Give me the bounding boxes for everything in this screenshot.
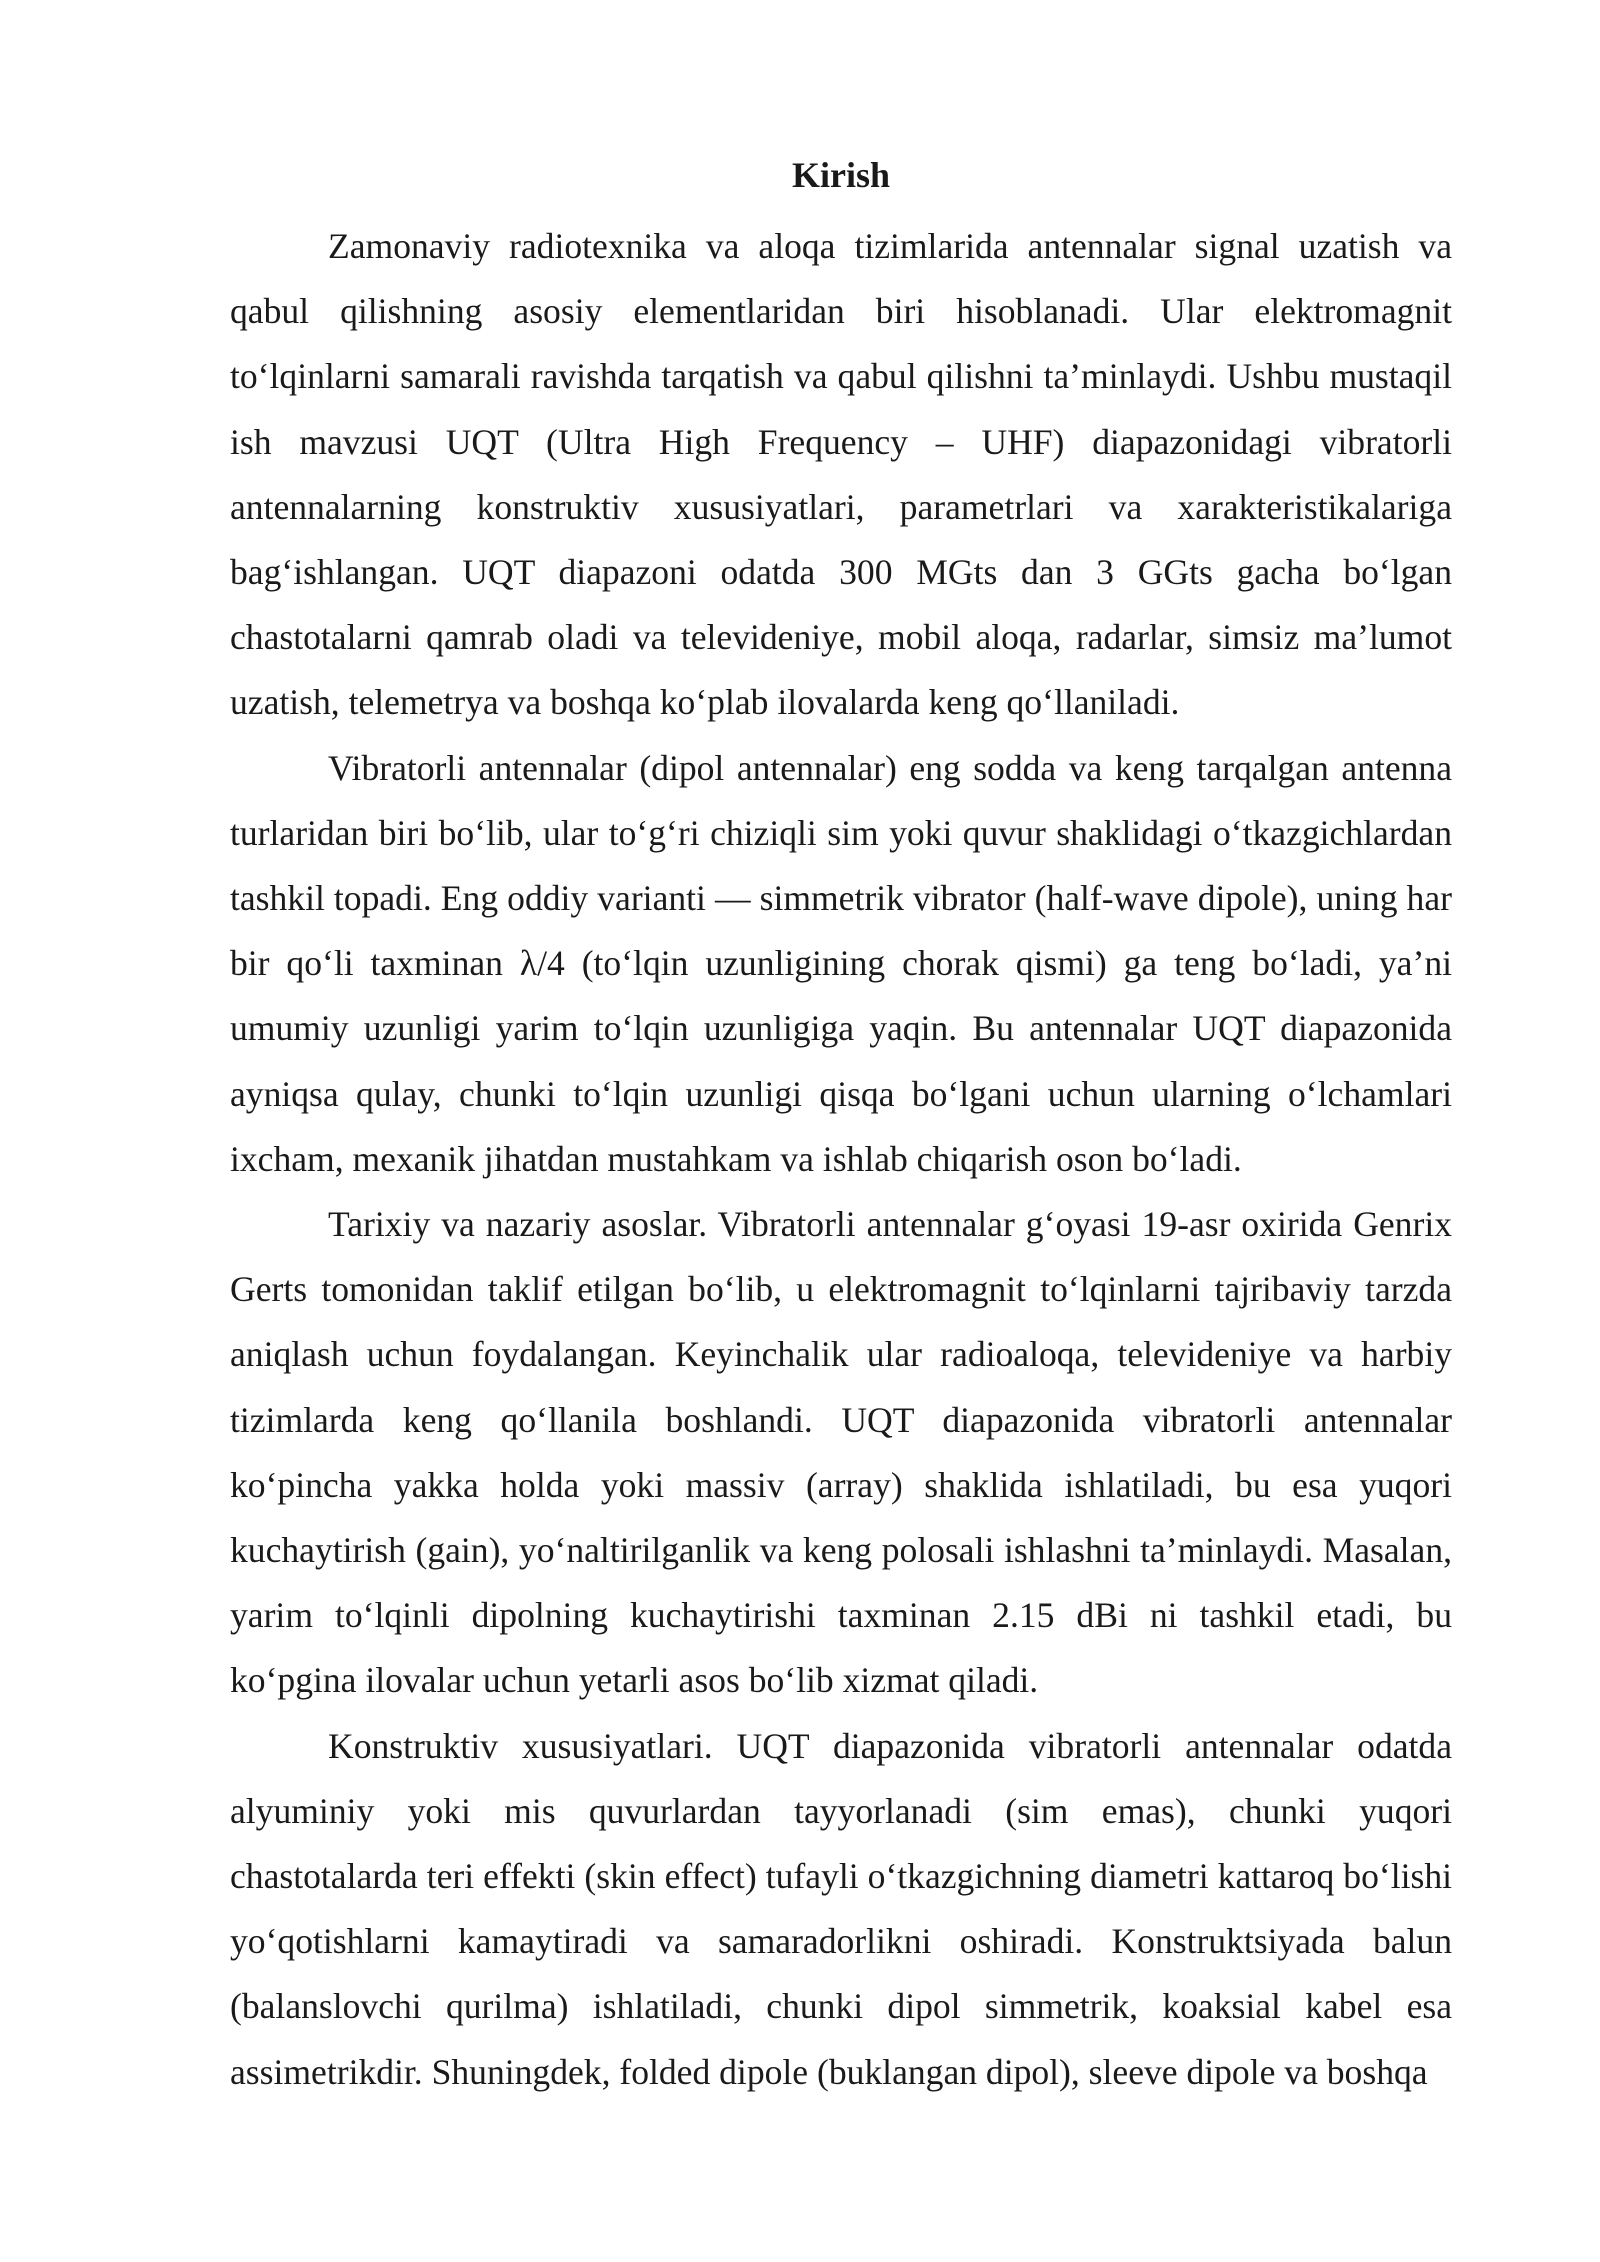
paragraph-vibrator-antennas: Vibratorli antennalar (dipol antennalar) eng sodda va keng tarqalgan antenna turlaridan biri bo‘lib, ular to‘g‘ri chiziqli sim yoki quvur shaklidagi o‘tkazgichlardan tashkil topadi. Eng oddiy varianti — simmetrik vibrator (half-wave dipole), uning har bir qo‘li taxminan λ/4 (to‘lqin uzunligining chorak qismi) ga teng bo‘ladi, ya’ni umumiy uzunligi yarim to‘lqin uzunligiga yaqin. Bu antennalar UQT diapazonida ayniqsa qulay, chunki to‘lqin uzunligi qisqa bo‘lgani uchun ularning o‘lchamlari ixcham, mexanik jihatdan mustahkam va ishlab chiqarish oson bo‘ladi.: [230, 747, 1452, 1179]
paragraph-design-features: Konstruktiv xususiyatlari. UQT diapazonida vibratorli antennalar odatda alyuminiy yoki mis quvurlardan tayyorlanadi (sim emas), chunki yuqori chastotalarda teri effekti (skin effect) tufayli o‘tkazgichning diametri kattaroq bo‘lishi yo‘qotishlarni kamaytiradi va samaradorlikni oshiradi. Konstruktsiyada balun (balanslovchi qurilma) ishlatiladi, chunki dipol simmetrik, koaksial kabel esa assimetrikdir. Shuningdek, folded dipole (buklangan dipol), sleeve dipole va boshqa: [230, 1725, 1452, 2092]
paragraph-intro: Zamonaviy radiotexnika va aloqa tizimlarida antennalar signal uzatish va qabul qilishning asosiy elementlaridan biri hisoblanadi. Ular elektromagnit to‘lqinlarni samarali ravishda tarqatish va qabul qilishni ta’minlaydi. Ushbu mustaqil ish mavzusi UQT (Ultra High Frequency – UHF) diapazonidagi vibratorli antennalarning konstruktiv xususiyatlari, parametrlari va xarakteristikalariga bag‘ishlangan. UQT diapazoni odatda 300 MGts dan 3 GGts gacha bo‘lgan chastotalarni qamrab oladi va televideniye, mobil aloqa, radarlar, simsiz ma’lumot uzatish, telemetrya va boshqa ko‘plab ilovalarda keng qo‘llaniladi.: [230, 226, 1452, 723]
document-title: Kirish: [791, 155, 890, 195]
paragraph-historical-basis: Tarixiy va nazariy asoslar. Vibratorli antennalar g‘oyasi 19-asr oxirida Genrix Gerts tomonidan taklif etilgan bo‘lib, u elektromagnit to‘lqinlarni tajribaviy tarzda aniqlash uchun foydalangan. Keyinchalik ular radioaloqa, televideniye va harbiy tizimlarda keng qo‘llanila boshlandi. UQT diapazonida vibratorli antennalar ko‘pincha yakka holda yoki massiv (array) shaklida ishlatiladi, bu esa yuqori kuchaytirish (gain), yo‘naltirilganlik va keng polosali ishlashni ta’minlaydi. Masalan, yarim to‘lqinli dipolning kuchaytirishi taxminan 2.15 dBi ni tashkil etadi, bu ko‘pgina ilovalar uchun yetarli asos bo‘lib xizmat qiladi.: [230, 1204, 1452, 1701]
